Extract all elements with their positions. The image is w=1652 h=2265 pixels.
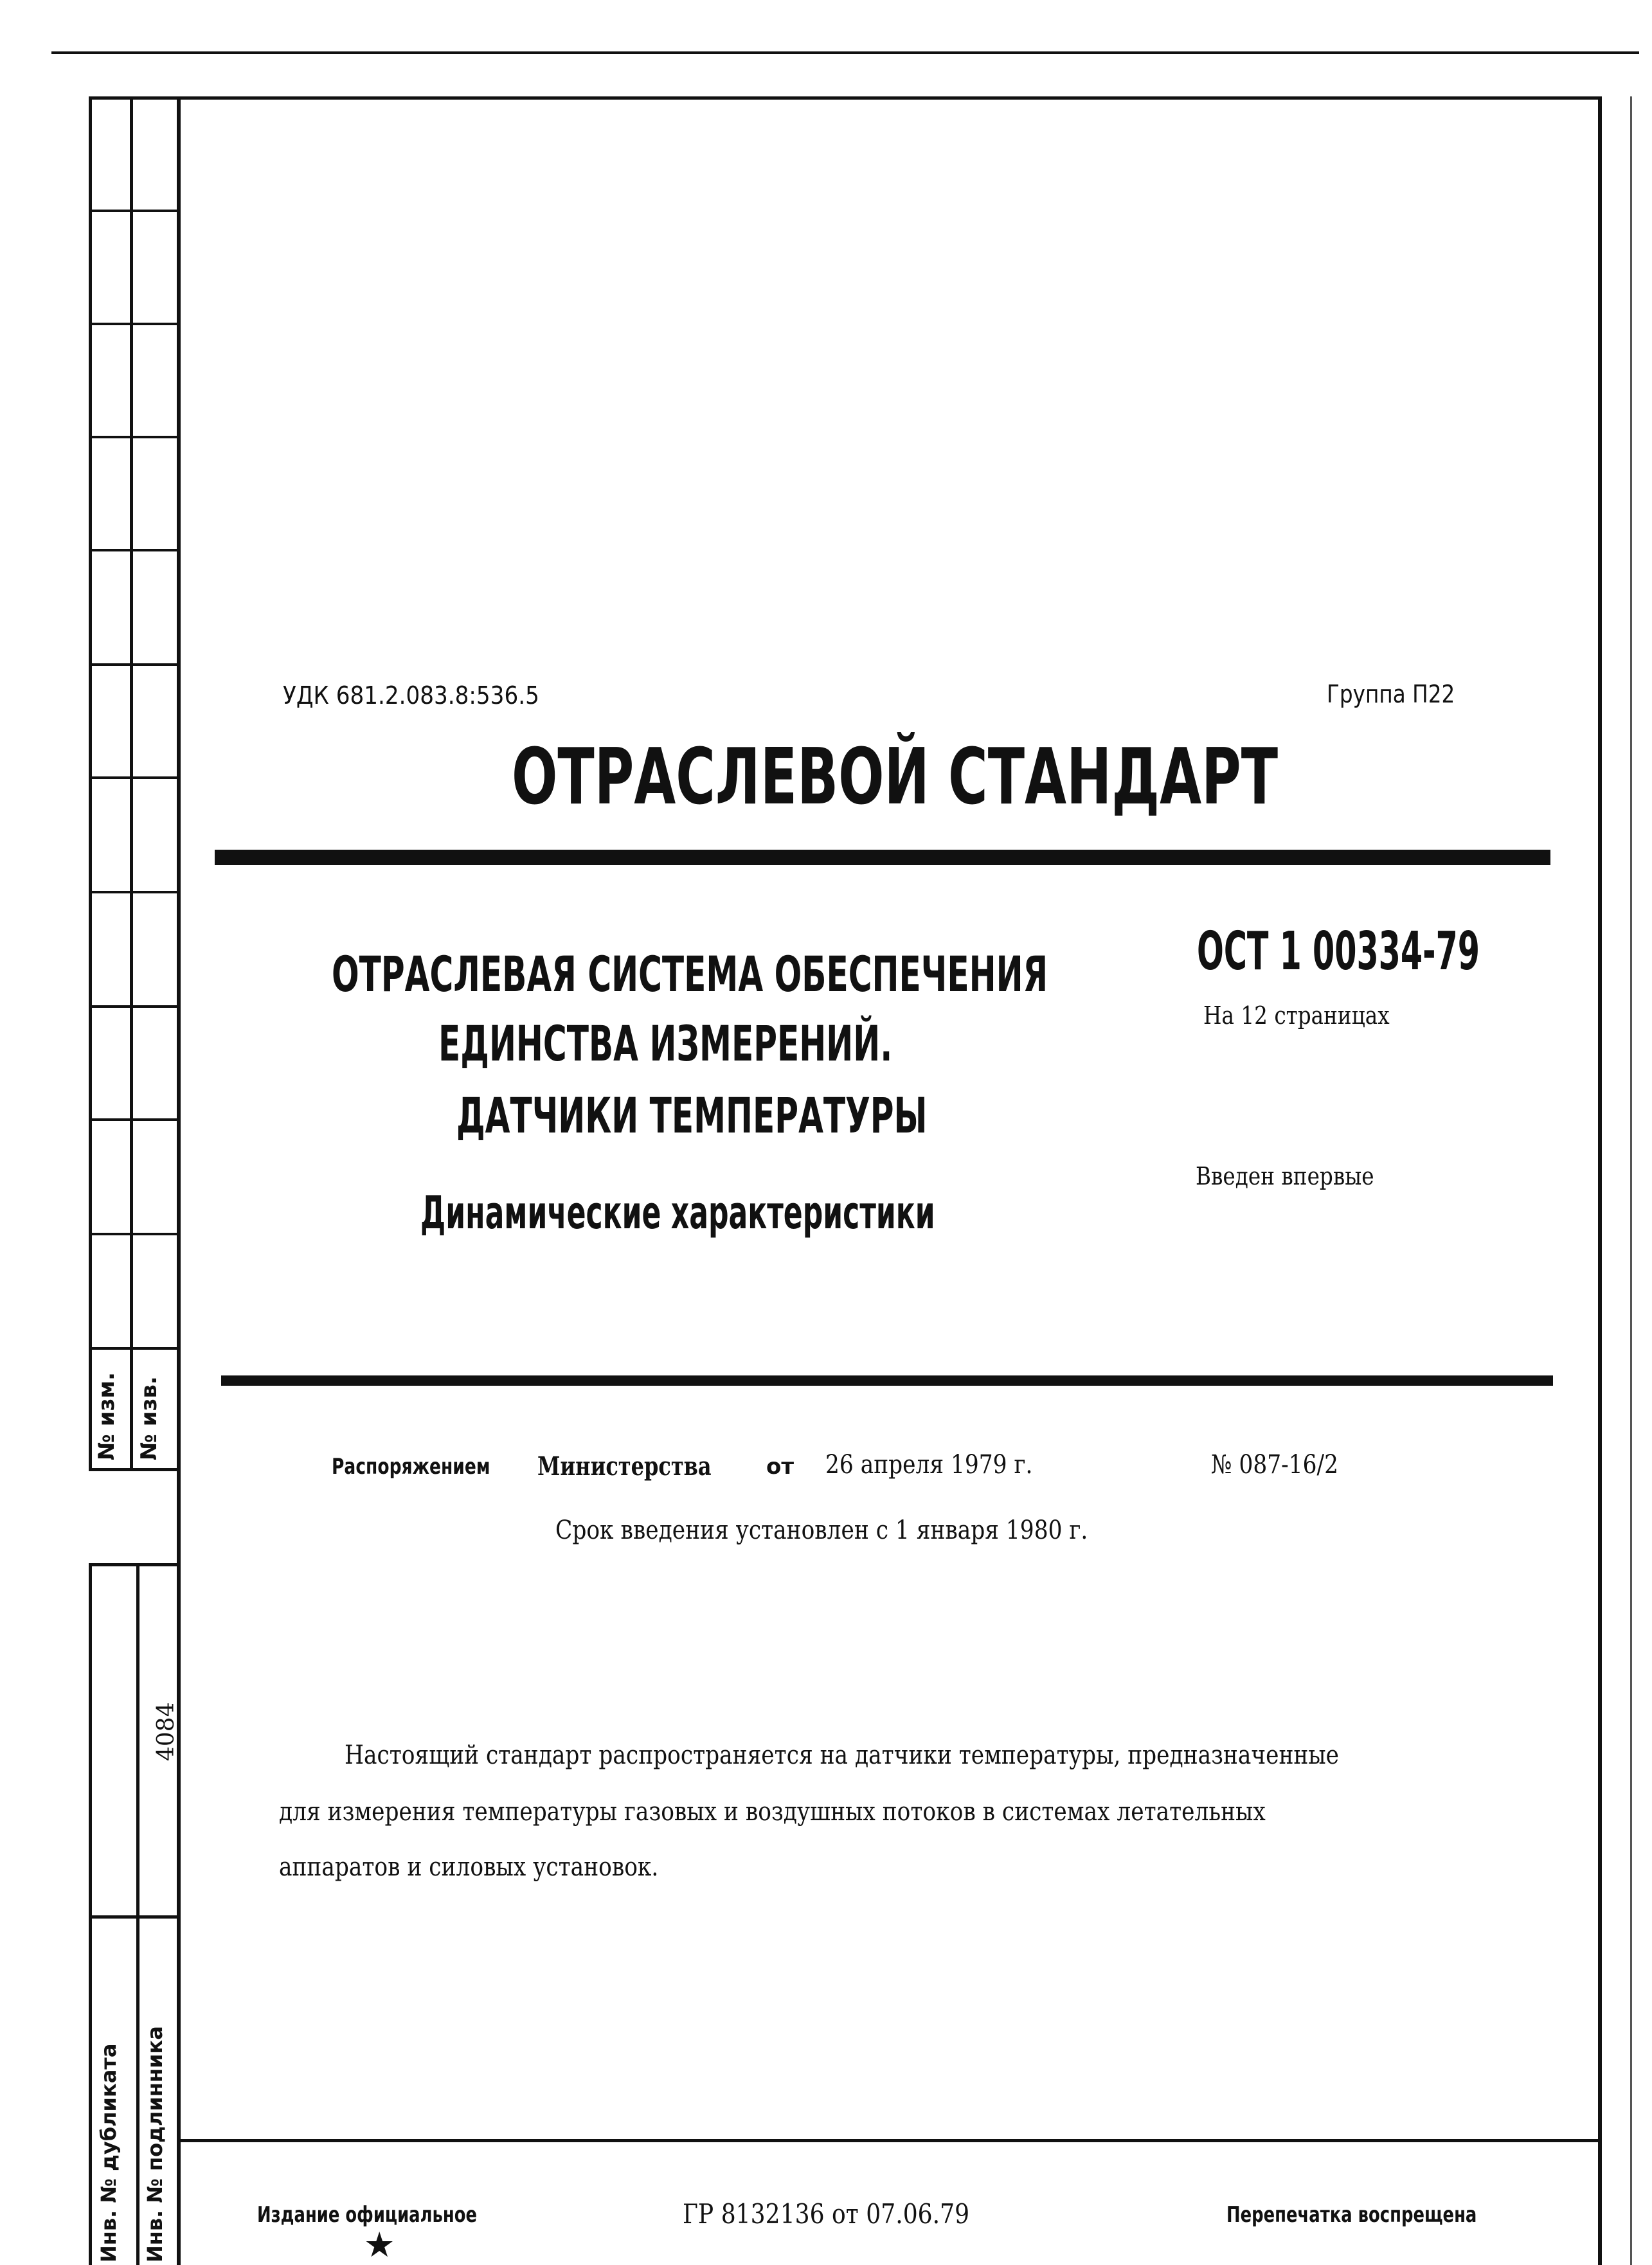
standard-title-line1: ОТРАСЛЕВАЯ СИСТЕМА ОБЕСПЕЧЕНИЯ	[332, 945, 1048, 1003]
order-date: 26 апреля 1979 г.	[825, 1450, 1033, 1480]
thick-rule-top	[215, 850, 1550, 865]
standard-code: ОСТ 1 00334-79	[1197, 921, 1480, 982]
frame-top	[90, 96, 1602, 100]
margin-label-dup: Инв. № дубликата	[96, 2043, 121, 2262]
margin-label-izm: № изм.	[94, 1372, 120, 1460]
margin-label-orig: Инв. № подлинника	[143, 2026, 167, 2262]
frame-right	[1598, 96, 1602, 2265]
margin-lower-left	[89, 1563, 92, 2265]
thick-rule-bottom	[221, 1375, 1553, 1386]
standard-subtitle: Динамические характеристики	[420, 1186, 935, 1239]
effective-date: Срок введения установлен с 1 января 1980 г.	[555, 1516, 1088, 1545]
body-line-2: для измерения температуры газовых и воздушных потоков в системах летательных	[279, 1797, 1266, 1827]
margin-cell	[89, 891, 179, 1008]
margin-lower-top	[89, 1563, 181, 1566]
standard-title-line3: ДАТЧИКИ ТЕМПЕРАТУРЫ	[456, 1087, 928, 1144]
margin-upper-bottom	[89, 1468, 181, 1471]
star-icon: ★	[364, 2225, 395, 2265]
margin-label-izv: № изв.	[136, 1376, 162, 1460]
margin-cell	[89, 776, 179, 893]
order-by: Распоряжением	[332, 1454, 490, 1480]
margin-cell	[89, 210, 179, 325]
top-rule	[51, 51, 1639, 54]
group-code: Группа П22	[1327, 680, 1455, 708]
document-type-title: ОТРАСЛЕВОЙ СТАНДАРТ	[512, 733, 1279, 822]
order-from: от	[766, 1454, 795, 1480]
margin-lower-divider	[89, 1915, 181, 1919]
margin-cell	[89, 323, 179, 438]
body-line-3: аппаратов и силовых установок.	[279, 1852, 659, 1882]
margin-cell	[89, 436, 179, 551]
margin-cell	[89, 1005, 179, 1121]
margin-cell	[89, 549, 179, 666]
body-line-1: Настоящий стандарт распространяется на датчики температуры, предназначенные	[345, 1741, 1340, 1770]
reprint-prohibited: Перепечатка воспрещена	[1226, 2202, 1477, 2228]
inventory-number: 4084	[153, 1702, 179, 1761]
registration-number: ГР 8132136 от 07.06.79	[683, 2198, 970, 2230]
standard-title-line2: ЕДИНСТВА ИЗМЕРЕНИЙ.	[438, 1015, 893, 1072]
margin-lower-mid	[136, 1563, 139, 2265]
introduced-note: Введен впервые	[1196, 1162, 1374, 1190]
margin-cell	[89, 96, 179, 212]
order-number: № 087-16/2	[1211, 1450, 1339, 1480]
page-count: На 12 страницах	[1203, 1001, 1390, 1030]
margin-cell	[89, 1233, 179, 1350]
margin-cell	[89, 663, 179, 779]
footer-rule	[179, 2139, 1601, 2142]
udk-code: УДК 681.2.083.8:536.5	[283, 681, 539, 710]
margin-cell	[89, 1118, 179, 1235]
order-ministry: Министерства	[537, 1451, 712, 1482]
outer-right-edge	[1630, 96, 1632, 2265]
official-edition: Издание официальное	[257, 2202, 478, 2228]
